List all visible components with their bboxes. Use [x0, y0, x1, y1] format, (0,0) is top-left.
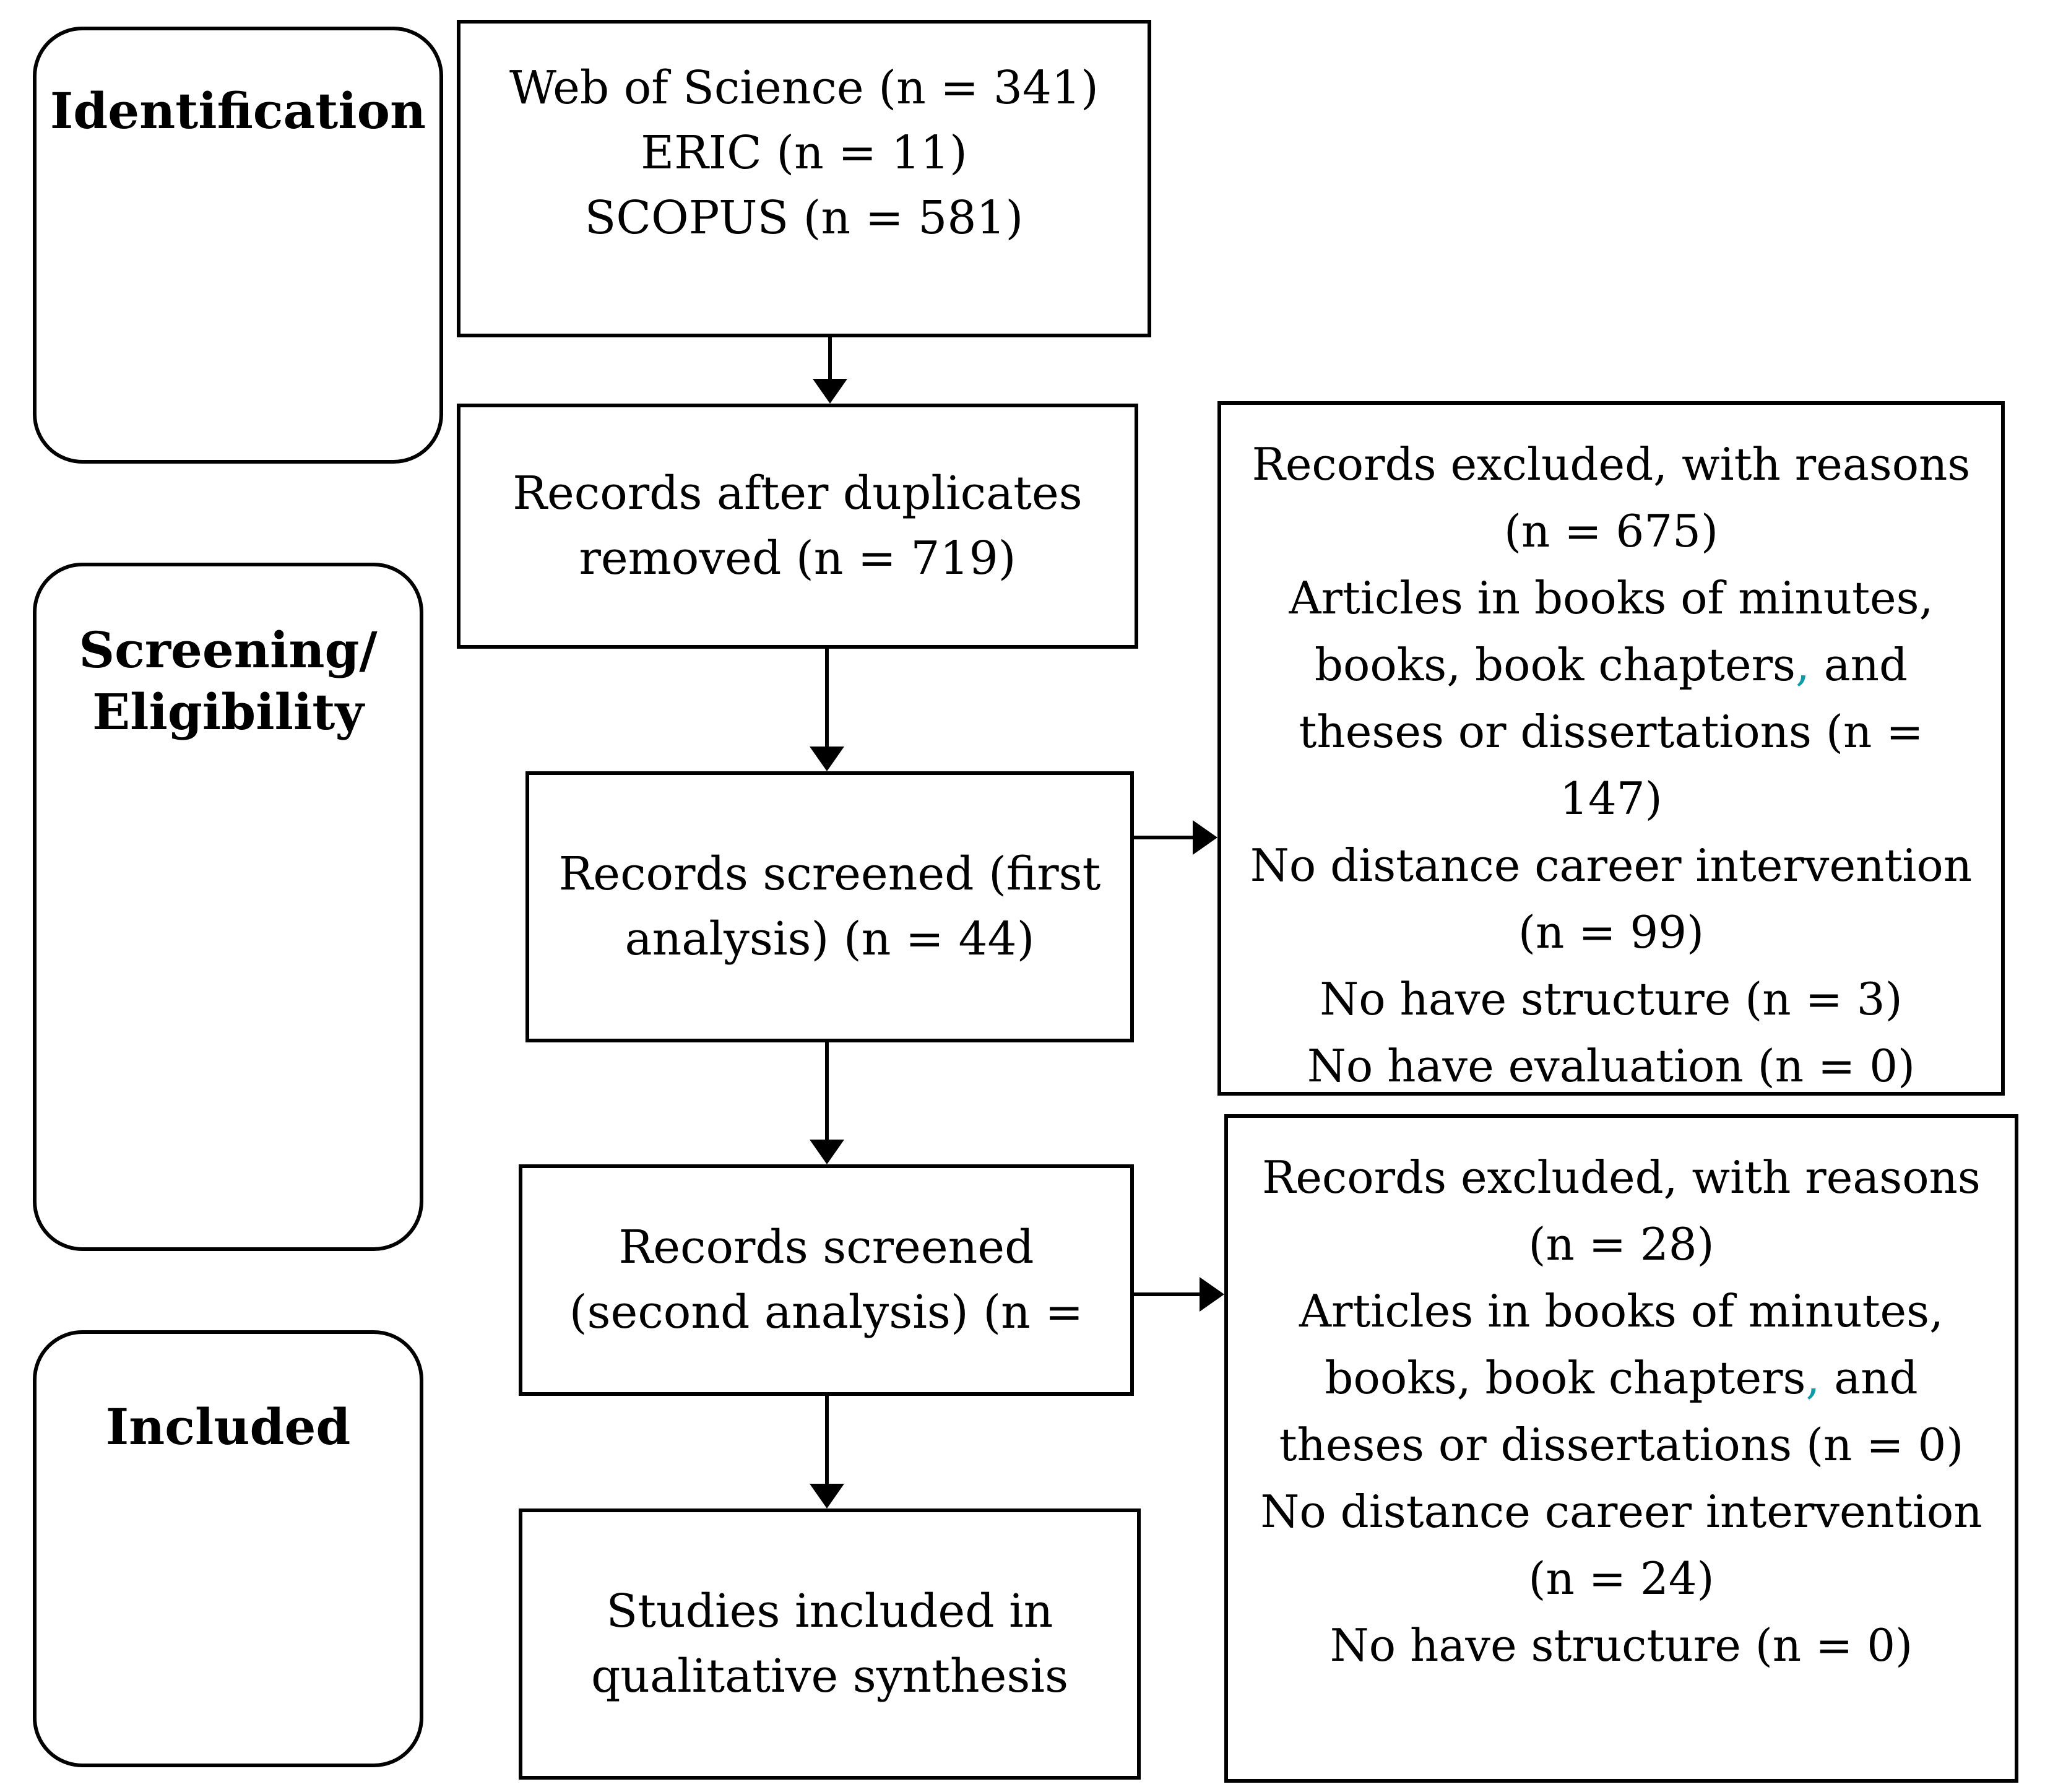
- arrow-screened-first-to-exclusions: [1134, 820, 1217, 855]
- stage-screening-label-line1: Screening/: [79, 621, 378, 679]
- arrow-shaft: [825, 1042, 829, 1142]
- arrow-shaft: [1134, 1292, 1202, 1296]
- studies-included-text: Studies included in qualitative synthesis: [590, 1584, 1069, 1703]
- arrow-down-head: [810, 1140, 844, 1164]
- exclusion-summary: Records excluded, with reasons (n = 675): [1252, 438, 1971, 557]
- source-eric: ERIC (n = 11): [641, 126, 967, 180]
- exclusion-reason-no-structure: No have structure (n = 0): [1329, 1619, 1913, 1671]
- exclusion-reason-no-distance: No distance career intervention (n = 24): [1260, 1486, 1982, 1604]
- exclusion-articles-text: Articles in books of minutes, books, book chapters: [1299, 1285, 1943, 1404]
- stage-screening-label: [37, 619, 420, 743]
- exclusion-reason-no-distance: No distance career intervention (n = 99): [1250, 839, 1973, 958]
- exclusion-reason-articles: [1252, 1278, 1991, 1478]
- accent-comma: ,: [1795, 639, 1810, 691]
- arrow-right-head: [1193, 820, 1217, 855]
- arrow-shaft: [828, 337, 832, 381]
- records-screened-second-text: Records screened (second analysis) (n =: [569, 1220, 1084, 1339]
- stage-screening-eligibility: [33, 563, 423, 1251]
- stage-identification-label: Identification: [50, 82, 426, 140]
- arrow-screened-first-to-screened-second: [810, 1042, 844, 1164]
- exclusions-second-analysis-box: [1224, 1114, 2018, 1783]
- records-screened-first-box: [525, 771, 1134, 1042]
- records-after-duplicates-text: Records after duplicates removed (n = 719): [512, 466, 1083, 585]
- records-identified-box: [457, 20, 1151, 337]
- exclusion-articles-text-cont: and theses or dissertations (n = 147): [1299, 639, 1924, 825]
- arrow-sources-to-duplicates: [813, 337, 847, 404]
- accent-comma: ,: [1805, 1352, 1820, 1404]
- source-web-of-science: Web of Science (n = 341): [509, 61, 1099, 115]
- studies-included-box: [519, 1508, 1141, 1780]
- stage-screening-label-line2: Eligibility: [92, 683, 364, 741]
- exclusion-summary: Records excluded, with reasons (n = 28): [1262, 1151, 1981, 1270]
- arrow-shaft: [1134, 836, 1195, 839]
- exclusion-reason-articles: [1245, 565, 1978, 832]
- exclusion-articles-text-cont: and theses or dissertations (n = 0): [1279, 1352, 1964, 1471]
- stage-identification: [33, 27, 443, 464]
- source-scopus: SCOPUS (n = 581): [584, 191, 1024, 245]
- stage-included: [33, 1330, 423, 1767]
- exclusion-articles-text: Articles in books of minutes, books, book chapters: [1289, 572, 1934, 691]
- arrow-screened-second-to-included: [810, 1396, 844, 1508]
- exclusion-reason-no-evaluation: No have evaluation (n = 0): [1307, 1040, 1916, 1092]
- arrow-screened-second-to-exclusions: [1134, 1277, 1224, 1312]
- arrow-shaft: [825, 649, 829, 749]
- arrow-down-head: [810, 747, 844, 771]
- arrow-down-head: [813, 379, 847, 404]
- arrow-right-head: [1200, 1277, 1224, 1312]
- stage-included-label: Included: [105, 1398, 351, 1456]
- arrow-shaft: [825, 1396, 829, 1486]
- exclusion-reason-no-structure: No have structure (n = 3): [1320, 973, 1903, 1025]
- records-screened-second-box: [519, 1164, 1134, 1396]
- records-after-duplicates-box: [457, 404, 1138, 649]
- records-screened-first-text: Records screened (first analysis) (n = 44): [558, 847, 1101, 966]
- arrow-duplicates-to-screened-first: [810, 649, 844, 771]
- exclusions-first-analysis-box: [1217, 401, 2005, 1096]
- arrow-down-head: [810, 1484, 844, 1508]
